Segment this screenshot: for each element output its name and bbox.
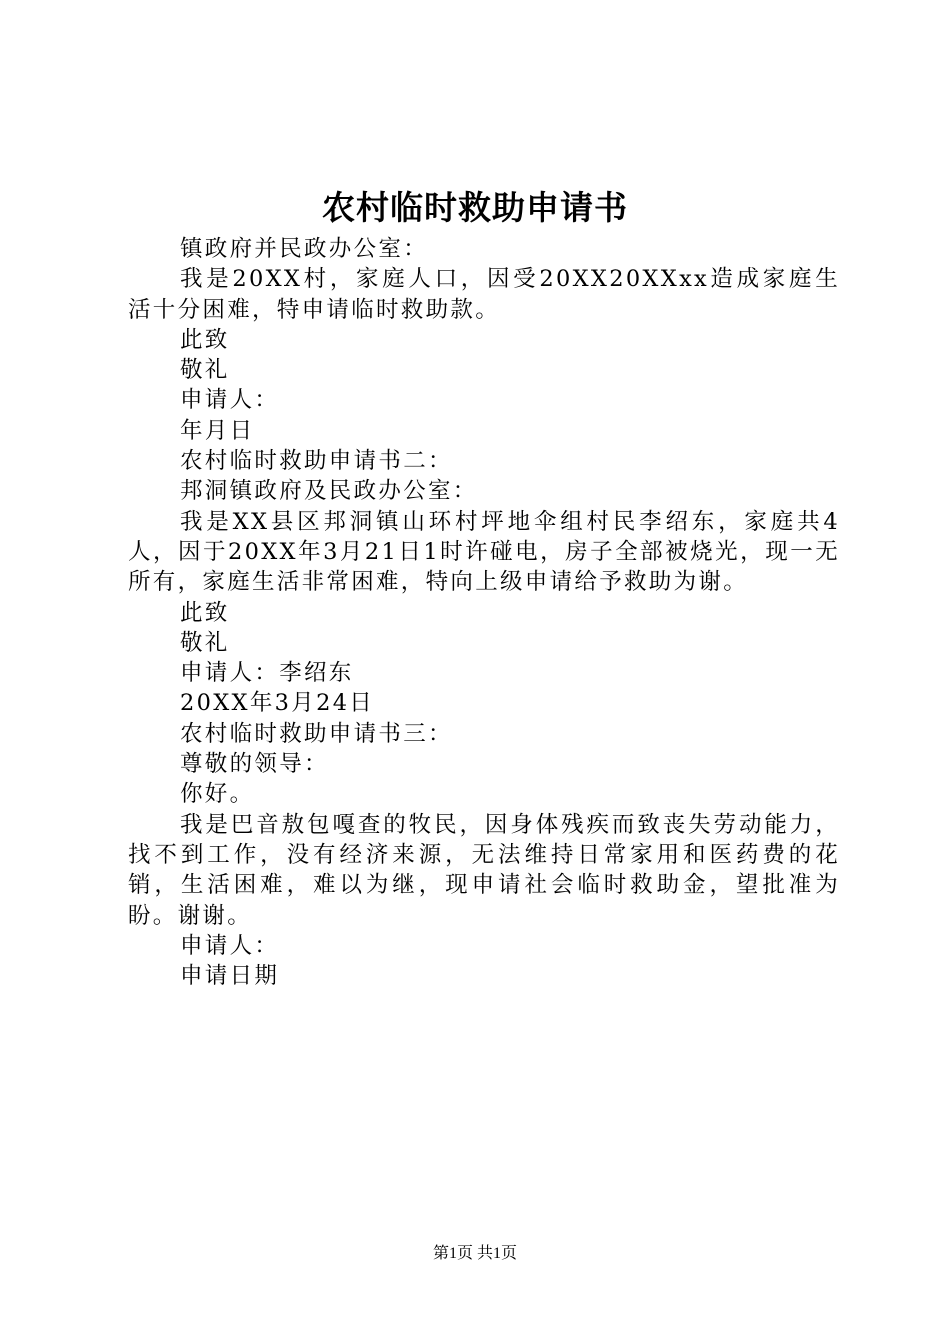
date-line: 20XX年3月24日 (180, 690, 375, 717)
salutation: 邦洞镇政府及民政办公室： (180, 478, 478, 505)
closing-line: 敬礼 (180, 357, 230, 384)
section-heading: 农村临时救助申请书二： (180, 448, 453, 475)
salutation: 尊敬的领导： (180, 751, 329, 778)
closing-line: 此致 (180, 326, 230, 353)
applicant-line: 申请人： (180, 387, 280, 414)
date-line: 年月日 (180, 417, 255, 444)
document-title: 农村临时救助申请书 (322, 188, 628, 227)
body-paragraph: 我是巴音敖包嘎查的牧民，因身体残疾而致丧失劳动能力，找不到工作，没有经济来源，无法维持日常家用和医药费的花销，生活困难，难以为继，现申请社会临时救助金，望批准为盼。谢谢。 (128, 811, 840, 929)
applicant-line: 申请人：李绍东 (180, 660, 354, 687)
applicant-line: 申请人： (180, 932, 280, 959)
body-paragraph: 我是20XX村，家庭人口，因受20XX20XXxx造成家庭生活十分困难，特申请临时救助款。 (128, 266, 840, 323)
salutation: 镇政府并民政办公室： (180, 236, 429, 262)
body-paragraph: 我是XX县区邦洞镇山环村坪地伞组村民李绍东，家庭共4人，因于20XX年3月21日1时许碰电，房子全部被烧光，现一无所有，家庭生活非常困难，特向上级申请给予救助为谢。 (128, 508, 840, 596)
section-heading: 农村临时救助申请书三： (180, 720, 453, 747)
greeting-line: 你好。 (180, 781, 255, 808)
closing-line: 敬礼 (180, 629, 230, 656)
date-line: 申请日期 (180, 963, 280, 990)
page-footer: 第1页 共1页 (432, 1245, 517, 1262)
document-body (128, 234, 840, 991)
closing-line: 此致 (180, 599, 230, 626)
